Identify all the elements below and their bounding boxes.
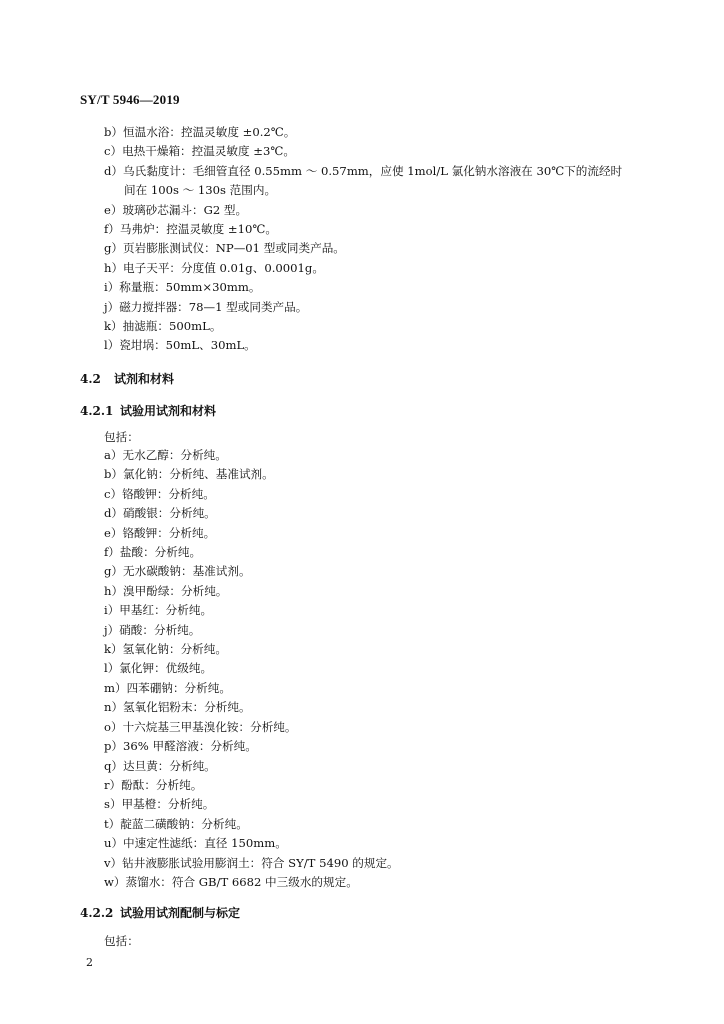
list-item-continuation: 间在 100s ～ 130s 范围内。 <box>124 183 277 198</box>
section-heading-4-2 <box>80 370 174 387</box>
standard-code: SY/T 5946—2019 <box>80 92 180 107</box>
list-item: l）瓷坩埚：50mL、30mL。 <box>104 338 256 353</box>
list-item: n）氢氧化铝粉末：分析纯。 <box>104 700 251 715</box>
section-title: 试验用试剂配制与标定 <box>120 906 241 920</box>
list-item: s）甲基橙：分析纯。 <box>104 797 215 812</box>
list-item: g）页岩膨胀测试仪：NP—01 型或同类产品。 <box>104 241 345 256</box>
list-item: u）中速定性滤纸：直径 150mm。 <box>104 836 287 851</box>
list-item: d）硝酸银：分析纯。 <box>104 506 216 521</box>
page-number: 2 <box>86 956 93 969</box>
list-item: v）钻井液膨胀试验用膨润土：符合 SY/T 5490 的规定。 <box>104 855 399 870</box>
list-item: m）四苯硼钠：分析纯。 <box>104 680 231 695</box>
reagent-list <box>104 446 399 892</box>
list-item: a）无水乙醇：分析纯。 <box>104 448 227 462</box>
section-title: 试剂和材料 <box>114 372 175 386</box>
list-item: t）靛蓝二磺酸钠：分析纯。 <box>104 816 248 831</box>
list-item: b）恒温水浴：控温灵敏度 ±0.2℃。 <box>104 125 296 139</box>
list-item: k）抽滤瓶：500mL。 <box>104 319 222 334</box>
list-item: k）氢氧化钠：分析纯。 <box>104 642 227 657</box>
equipment-list <box>104 123 622 356</box>
section-number: 4.2.1 <box>80 404 114 418</box>
list-item: r）酚酞：分析纯。 <box>104 777 203 792</box>
list-item: e）玻璃砂芯漏斗：G2 型。 <box>104 202 248 217</box>
section-title: 试验用试剂和材料 <box>120 404 217 418</box>
section-intro: 包括： <box>104 934 139 948</box>
list-item: b）氯化钠：分析纯、基准试剂。 <box>104 467 274 482</box>
section-number: 4.2 <box>80 372 101 386</box>
list-item: c）电热干燥箱：控温灵敏度 ±3℃。 <box>104 144 295 159</box>
list-item: w）蒸馏水：符合 GB/T 6682 中三级水的规定。 <box>104 874 358 889</box>
list-item: j）硝酸：分析纯。 <box>104 622 201 637</box>
list-item: i）甲基红：分析纯。 <box>104 603 213 618</box>
list-item: c）铬酸钾：分析纯。 <box>104 486 215 501</box>
list-item: f）马弗炉：控温灵敏度 ±10℃。 <box>104 222 277 237</box>
list-item: i）称量瓶：50mm×30mm。 <box>104 280 261 295</box>
list-item: h）电子天平：分度值 0.01g、0.0001g。 <box>104 260 324 275</box>
list-item: e）铬酸钾：分析纯。 <box>104 525 216 540</box>
list-item: g）无水碳酸钠：基准试剂。 <box>104 564 251 579</box>
list-item: h）溴甲酚绿：分析纯。 <box>104 583 228 598</box>
list-item: o）十六烷基三甲基溴化铵：分析纯。 <box>104 719 297 734</box>
list-item: l）氯化钾：优级纯。 <box>104 661 213 676</box>
section-intro: 包括： <box>104 430 139 444</box>
section-number: 4.2.2 <box>80 906 114 920</box>
list-item: d）乌氏黏度计：毛细管直径 0.55mm ～ 0.57mm，应使 1mol/L 氯化钠水溶液在 30℃下的流经时 <box>104 163 623 178</box>
list-item: p）36% 甲醛溶液：分析纯。 <box>104 739 257 754</box>
section-heading-4-2-2 <box>80 904 240 921</box>
list-item: q）达旦黄：分析纯。 <box>104 758 216 773</box>
list-item: f）盐酸：分析纯。 <box>104 545 202 560</box>
list-item: j）磁力搅拌器：78—1 型或同类产品。 <box>104 299 308 314</box>
section-heading-4-2-1 <box>80 402 216 419</box>
